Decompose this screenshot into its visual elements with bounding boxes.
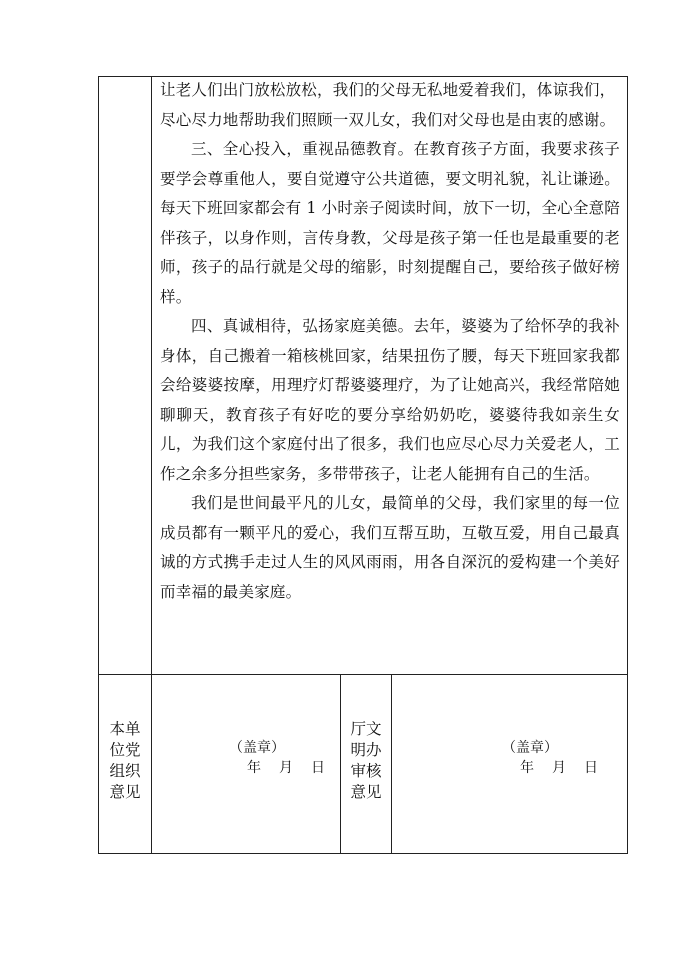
left-date-placeholder: 年 月 日: [247, 760, 327, 776]
right-date-placeholder: 年 月 日: [520, 760, 600, 776]
paragraph-conclusion: 我们是世间最平凡的儿女，最简单的父母，我们家里的每一位成员都有一颗平凡的爱心，我们互帮互助，互敬互爱，用自己最真诚的方式携手走过人生的风风雨雨，用各自深沉的爱构建一个美好而幸福的最美家庭。: [160, 494, 620, 601]
table-left-border: [98, 76, 99, 854]
right-stamp-placeholder: （盖章）: [502, 740, 558, 756]
body-line-2: 尽心尽力地帮助我们照顾一双儿女，我们对父母也是由衷的感谢。: [160, 110, 616, 129]
table-bottom-border: [98, 853, 628, 854]
body-line-1: 让老人们出门放松放松，我们的父母无私地爱着我们，体谅我们，: [160, 81, 616, 99]
body-text: [160, 76, 620, 607]
table-inner-border: [151, 76, 152, 854]
content-bottom-divider: [98, 674, 628, 675]
paragraph-moral-education: 三、全心投入，重视品德教育。在教育孩子方面，我要求孩子要学会尊重他人，要自觉遵守公共道德，要文明礼貌，礼让谦逊。每天下班回家都会有 1 小时亲子阅读时间，放下一切，全心全意陪伴孩子，以身作则，言传身教，父母是孩子第一任也是最重要的老师，孩子的品行就是父母的缩影，时刻提醒自己，要给孩子做好榜样。: [160, 140, 620, 306]
left-stamp-placeholder: （盖章）: [229, 740, 285, 756]
footer-divider-2: [391, 674, 392, 854]
party-opinion-label: 本单 位党 组织 意见: [109, 720, 141, 801]
footer-divider-1: [340, 674, 341, 854]
table-right-border: [627, 76, 628, 854]
office-review-label: 厅文 明办 审核 意见: [350, 720, 382, 801]
paragraph-family-virtue: 四、真诚相待，弘扬家庭美德。去年，婆婆为了给怀孕的我补身体，自己搬着一箱核桃回家，结果扭伤了腰，每天下班回家我都会给婆婆按摩，用理疗灯帮婆婆理疗，为了让她高兴，我经常陪她聊聊天，教育孩子有好吃的要分享给奶奶吃，婆婆待我如亲生女儿，为我们这个家庭付出了很多，我们也应尽心尽力关爱老人，工作之余多分担些家务，多带带孩子，让老人能拥有自己的生活。: [160, 317, 620, 483]
